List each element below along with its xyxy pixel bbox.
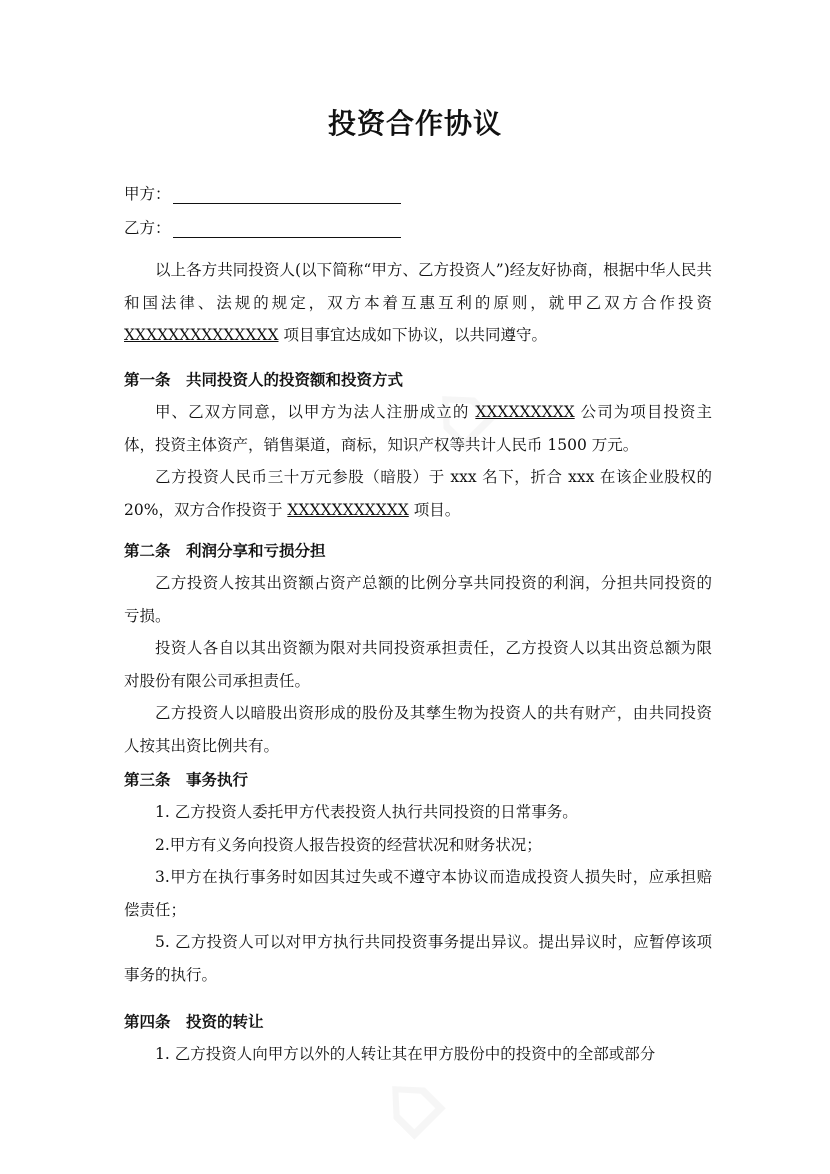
document-title: 投资合作协议	[327, 107, 502, 140]
company-name-underlined: XXXXXXXXX	[475, 403, 575, 421]
article-3-item: 1. 乙方投资人委托甲方代表投资人执行共同投资的日常事务。	[155, 803, 578, 821]
article-4-item: 1. 乙方投资人向甲方以外的人转让其在甲方股份中的投资中的全部或部分	[155, 1045, 656, 1063]
party-a-line	[124, 182, 401, 204]
party-b-label: 乙方：	[124, 219, 171, 237]
article-1	[124, 364, 712, 526]
article-1-paragraph-2: 乙方投资人民币三十万元参股（暗股）于 xxx 名下，折合 xxx 在该企业股权的 20%，双方合作投资于 XXXXXXXXXXX 项目。	[124, 468, 712, 519]
article-2-paragraph-3: 乙方投资人以暗股出资形成的股份及其孳生物为投资人的共有财产，由共同投资人按其出资比例共有。	[124, 704, 712, 755]
intro-paragraph: 以上各方共同投资人(以下简称“甲方、乙方投资人”)经友好协商，根据中华人民共和国法律、法规的规定，双方本着互惠互利的原则，就甲乙双方合作投资 XXXXXXXXXXXXXX 项目事宜达成如下协议，以共同遵守。	[124, 261, 712, 344]
article-1-paragraph-1: 甲、乙双方同意，以甲方为法人注册成立的 XXXXXXXXX 公司为项目投资主体，投资主体资产，销售渠道，商标，知识产权等共计人民币 1500 万元。	[124, 403, 712, 454]
article-2-heading: 第二条 利润分享和亏损分担	[124, 542, 326, 560]
project-name-underlined: XXXXXXXXXXXXXX	[124, 326, 279, 344]
intro-section	[124, 254, 712, 352]
article-2-paragraph-1: 乙方投资人按其出资额占资产总额的比例分享共同投资的利润，分担共同投资的亏损。	[124, 574, 712, 625]
article-2	[124, 535, 712, 762]
article-3-item: 5. 乙方投资人可以对甲方执行共同投资事务提出异议。提出异议时，应暂停该项事务的执行。	[124, 933, 712, 984]
article-4	[124, 1006, 712, 1071]
article-3-heading: 第三条 事务执行	[124, 771, 249, 789]
article-3-item: 3.甲方在执行事务时如因其过失或不遵守本协议而造成投资人损失时，应承担赔偿责任；	[124, 868, 712, 919]
article-2-paragraph-2: 投资人各自以其出资额为限对共同投资承担责任，乙方投资人以其出资总额为限对股份有限公司承担责任。	[124, 639, 712, 690]
article-4-heading: 第四条 投资的转让	[124, 1013, 264, 1031]
article-1-heading: 第一条 共同投资人的投资额和投资方式	[124, 371, 404, 389]
article-3-item: 2.甲方有义务向投资人报告投资的经营状况和财务状况；	[155, 835, 542, 854]
article-3	[124, 764, 712, 991]
party-b-blank	[173, 221, 401, 238]
project-name-underlined: XXXXXXXXXXX	[287, 500, 409, 519]
party-b-line	[124, 216, 401, 238]
party-a-blank	[173, 187, 401, 204]
party-a-label: 甲方：	[124, 185, 171, 203]
